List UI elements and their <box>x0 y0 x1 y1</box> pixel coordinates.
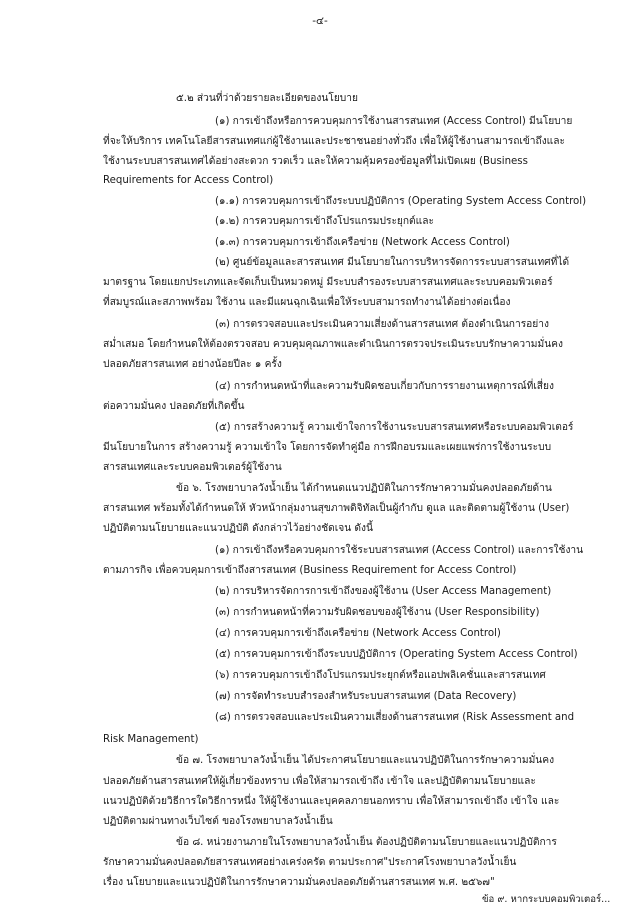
paragraph-line: สม่ำเสมอ โดยกำหนดให้ต้องตรวจสอบ ควบคุมคุณภาพและดำเนินการตรวจประเมินระบบรักษาความมั่นคง <box>103 339 563 350</box>
paragraph-line: ตามภารกิจ เพื่อควบคุมการเข้าถึงสารสนเทศ (Business Requirement for Access Control) <box>103 565 517 576</box>
paragraph-line: ปฏิบัติตามผ่านทางเว็บไซต์ ของโรงพยาบาลวังน้ำเย็น <box>103 816 333 827</box>
paragraph-line: ต่อความมั่นคง ปลอดภัยที่เกิดขึ้น <box>103 401 245 412</box>
paragraph-line: มาตรฐาน โดยแยกประเภทและจัดเก็บเป็นหมวดหมู่ มีระบบสำรองระบบสารสนเทศและระบบคอมพิวเตอร์ <box>103 277 553 288</box>
continuation-line: ข้อ ๙. หากระบบคอมพิวเตอร์... <box>482 894 611 905</box>
paragraph-line: แนวปฏิบัติด้วยวิธีการใดวิธีการหนึ่ง ให้ผู้ใช้งานและบุคคลภายนอกทราบ เพื่อให้สามารถเข้าถึง เข้าใจ และ <box>103 796 560 807</box>
list-item: (๑.๑) การควบคุมการเข้าถึงระบบปฏิบัติการ (Operating System Access Control) <box>215 196 587 207</box>
clause-heading: ข้อ ๗. โรงพยาบาลวังน้ำเย็น ได้ประกาศนโยบายและแนวปฏิบัติในการรักษาความมั่นคง <box>176 755 555 766</box>
paragraph-line: มีนโยบายในการ สร้างความรู้ ความเข้าใจ โดยการจัดทำคู่มือ การฝึกอบรมและเผยแพร่การใช้งานระบบ <box>103 442 552 453</box>
clause-heading: ข้อ ๖. โรงพยาบาลวังน้ำเย็น ได้กำหนดแนวปฏิบัติในการรักษาความมั่นคงปลอดภัยด้าน <box>176 483 552 494</box>
paragraph-line: ปฏิบัติตามนโยบายและแนวปฏิบัติ ดังกล่าวไว้อย่างชัดเจน ดังนี้ <box>103 523 373 534</box>
list-item: (๘) การตรวจสอบและประเมินความเสี่ยงด้านสารสนเทศ (Risk Assessment and <box>215 712 575 723</box>
list-item: (๒) การบริหารจัดการการเข้าถึงของผู้ใช้งาน (User Access Management) <box>215 586 552 597</box>
section-heading: ๕.๒ ส่วนที่ว่าด้วยรายละเอียดของนโยบาย <box>176 93 358 104</box>
paragraph-line: สารสนเทศและระบบคอมพิวเตอร์ผู้ใช้งาน <box>103 462 282 473</box>
paragraph-line: เรื่อง นโยบายและแนวปฏิบัติในการรักษาความมั่นคงปลอดภัยด้านสารสนเทศ พ.ศ. ๒๕๖๗" <box>103 877 495 888</box>
list-item: (๑.๒) การควบคุมการเข้าถึงโปรแกรมประยุกต์และ <box>215 216 434 227</box>
paragraph-line: รักษาความมั่นคงปลอดภัยสารสนเทศอย่างเคร่งครัด ตามประกาศ"ประกาศโรงพยาบาลวังน้ำเย็น <box>103 857 517 868</box>
paragraph-line: ที่สมบูรณ์และสภาพพร้อม ใช้งาน และมีแผนฉุกเฉินเพื่อให้ระบบสามารถทำงานได้อย่างต่อเนื่อง <box>103 297 511 308</box>
list-item: (๑) การเข้าถึงหรือควบคุมการใช้ระบบสารสนเทศ (Access Control) และการใช้งาน <box>215 545 584 556</box>
list-item: (๑.๓) การควบคุมการเข้าถึงเครือข่าย (Network Access Control) <box>215 237 510 248</box>
list-item: (๓) การกำหนดหน้าที่ความรับผิดชอบของผู้ใช้งาน (User Responsibility) <box>215 607 540 618</box>
paragraph-line: (๑) การเข้าถึงหรือการควบคุมการใช้งานสารสนเทศ (Access Control) มีนโยบาย <box>215 116 573 127</box>
list-item: (๔) การควบคุมการเข้าถึงเครือข่าย (Network Access Control) <box>215 628 501 639</box>
paragraph-line: ที่จะให้บริการ เทคโนโลยีสารสนเทศแก่ผู้ใช้งานและประชาชนอย่างทั่วถึง เพื่อให้ผู้ใช้งานสามารถเข้าถึงและ <box>103 136 565 147</box>
paragraph-line: (๓) การตรวจสอบและประเมินความเสี่ยงด้านสารสนเทศ ต้องดำเนินการอย่าง <box>215 319 549 330</box>
paragraph-line: ปลอดภัยด้านสารสนเทศให้ผู้เกี่ยวข้องทราบ เพื่อให้สามารถเข้าถึง เข้าใจ และปฏิบัติตามนโยบายและ <box>103 776 536 787</box>
paragraph-line: สารสนเทศ พร้อมทั้งได้กำหนดให้ หัวหน้ากลุ่มงานสุขภาพดิจิทัลเป็นผู้กำกับ ดูแล และติดตามผู้ใช้งาน (User) <box>103 503 570 514</box>
paragraph-line: (๔) การกำหนดหน้าที่และความรับผิดชอบเกี่ยวกับการรายงานเหตุการณ์ที่เสี่ยง <box>215 381 554 392</box>
paragraph-line: Risk Management) <box>103 734 199 745</box>
paragraph-line: (๕) การสร้างความรู้ ความเข้าใจการใช้งานระบบสารสนเทศหรือระบบคอมพิวเตอร์ <box>215 422 574 433</box>
list-item: (๖) การควบคุมการเข้าถึงโปรแกรมประยุกต์หรือแอปพลิเคชั่นและสารสนเทศ <box>215 670 546 681</box>
page-number: -๔- <box>312 15 328 27</box>
paragraph-line: ปลอดภัยสารสนเทศ อย่างน้อยปีละ ๑ ครั้ง <box>103 359 282 370</box>
list-item: (๕) การควบคุมการเข้าถึงระบบปฏิบัติการ (Operating System Access Control) <box>215 649 578 660</box>
paragraph-line: ใช้งานระบบสารสนเทศได้อย่างสะดวก รวดเร็ว และให้ความคุ้มครองข้อมูลที่ไม่เปิดเผย (Business <box>103 156 528 167</box>
list-item: (๗) การจัดทำระบบสำรองสำหรับระบบสารสนเทศ (Data Recovery) <box>215 691 517 702</box>
clause-heading: ข้อ ๘. หน่วยงานภายในโรงพยาบาลวังน้ำเย็น ต้องปฏิบัติตามนโยบายและแนวปฏิบัติการ <box>176 837 557 848</box>
paragraph-line: Requirements for Access Control) <box>103 175 274 186</box>
paragraph-line: (๒) ศูนย์ข้อมูลและสารสนเทศ มีนโยบายในการบริหารจัดการระบบสารสนเทศที่ได้ <box>215 257 570 268</box>
